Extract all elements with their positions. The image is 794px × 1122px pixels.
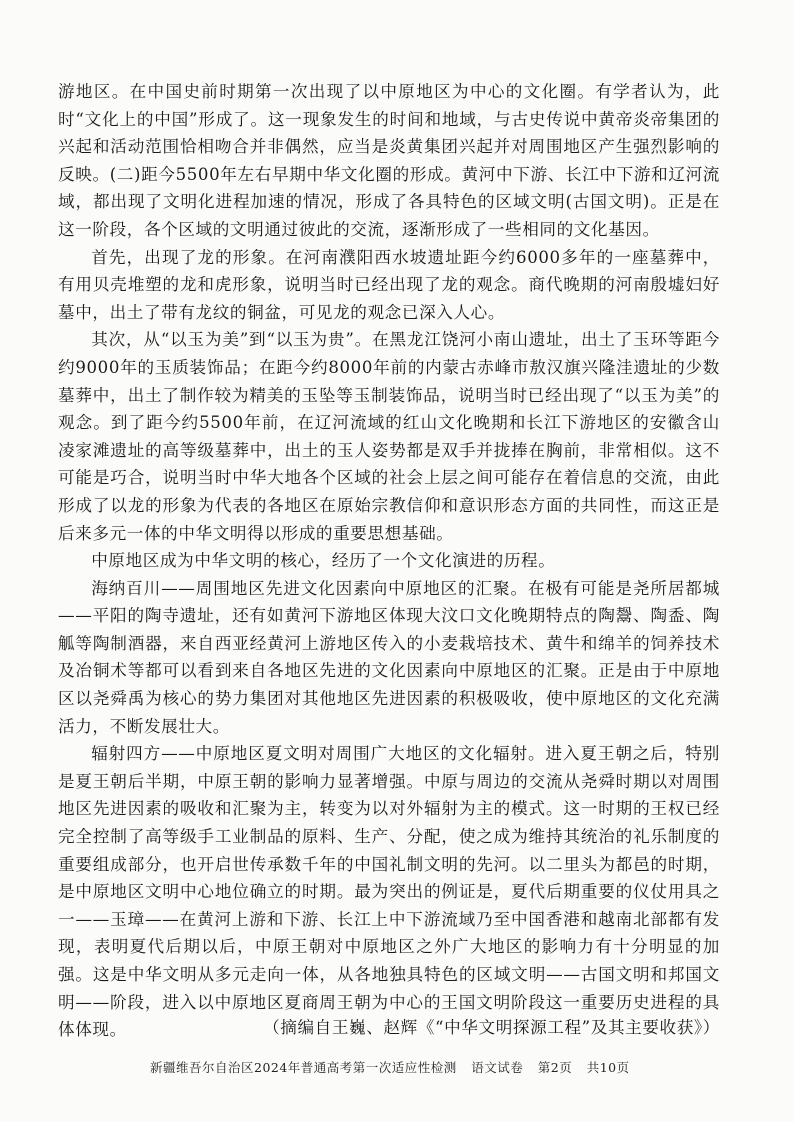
article-body <box>58 78 720 1044</box>
paragraph-4: 中原地区成为中华文明的核心，经历了一个文化演进的历程。 <box>91 551 556 571</box>
paragraph-6: 辐射四方——中原地区夏文明对周围广大地区的文化辐射。进入夏王朝之后，特别是夏王朝后半期，中原王朝的影响力显著增强。中原与周边的交流从尧舜时期以对周围地区先进因素的吸收和汇聚为主，转变为以对外辐射为主的模式。这一时期的王权已经完全控制了高等级手工业制品的原料、生产、分配，使之成为维持其统治的礼乐制度的重要组成部分，也开启世传承数千年的中国礼制文明的先河。以二里头为都邑的时期，是中原地区文明中心地位确立的时期。最为突出的例证是，夏代后期重要的仪仗用具之一——玉璋——在黄河上游和下游、长江上中下游流域乃至中国香港和越南北部都有发现，表明夏代后期以后，中原王朝对中原地区之外广大地区的影响力有十分明显的加强。这是中华文明从多元走向一体，从各地独具特色的区域文明——古国文明和邦国文明——阶段，进入以中原地区夏商周王朝为中心的王国文明阶段这一重要历史进程的具体体现。 <box>58 744 720 1040</box>
total-pages: 共10页 <box>586 1060 630 1075</box>
paragraph-3: 其次，从“以玉为美”到“以玉为贵”。在黑龙江饶河小南山遗址，出土了玉环等距今约9000年的玉质装饰品；在距今约8000年前的内蒙古赤峰市敖汉旗兴隆洼遗址的少数墓葬中，出土了制作较为精美的玉坠等玉制装饰品，说明当时已经出现了“以玉为美”的观念。到了距今约5500年前，在辽河流域的红山文化晚期和长江下游地区的安徽含山凌家滩遗址的高等级墓葬中，出土的玉人姿势都是双手并拢捧在胸前，非常相似。这不可能是巧合，说明当时中华大地各个区域的社会上层之间可能存在着信息的交流，由此形成了以龙的形象为代表的各地区在原始宗教信仰和意识形态方面的共同性，而这正是后来多元一体的中华文明得以形成的重要思想基础。 <box>58 330 720 543</box>
page-footer <box>150 1058 630 1076</box>
paragraph-2: 首先，出现了龙的形象。在河南濮阳西水坡遗址距今约6000多年的一座墓葬中，有用贝壳堆塑的龙和虎形象，说明当时已经出现了龙的观念。商代晚期的河南殷墟妇好墓中，出土了带有龙纹的铜盆，可见龙的观念已深入人心。 <box>58 247 720 322</box>
source-citation: （摘编自王巍、赵辉《“中华文明探源工程”及其主要收获》） <box>263 1018 720 1037</box>
page-number: 第2页 <box>537 1060 573 1075</box>
paragraph-5: 海纳百川——周围地区先进文化因素向中原地区的汇聚。在极有可能是尧所居都城——平阳的陶寺遗址，还有如黄河下游地区体现大汶口文化晚期特点的陶鬶、陶盉、陶觚等陶制酒器，来自西亚经黄河上游地区传入的小麦栽培技术、黄牛和绵羊的饲养技术及冶铜术等都可以看到来自各地区先进的文化因素向中原地区的汇聚。正是由于中原地区以尧舜禹为核心的势力集团对其他地区先进因素的积极吸收，使中原地区的文化充满活力，不断发展壮大。 <box>58 578 720 736</box>
subject-label: 语文试卷 <box>471 1060 524 1075</box>
exam-title: 新疆维吾尔自治区2024年普通高考第一次适应性检测 <box>150 1060 457 1075</box>
paragraph-1: 游地区。在中国史前时期第一次出现了以中原地区为中心的文化圈。有学者认为，此时“文化上的中国”形成了。这一现象发生的时间和地域，与古史传说中黄帝炎帝集团的兴起和活动范围恰相吻合并非偶然，应当是炎黄集团兴起并对周围地区产生强烈影响的反映。(二)距今5500年左右早期中华文化圈的形成。黄河中下游、长江中下游和辽河流域，都出现了文明化进程加速的情况，形成了各具特色的区域文明(古国文明)。正是在这一阶段，各个区域的文明通过彼此的交流，逐渐形成了一些相同的文化基因。 <box>58 82 720 239</box>
